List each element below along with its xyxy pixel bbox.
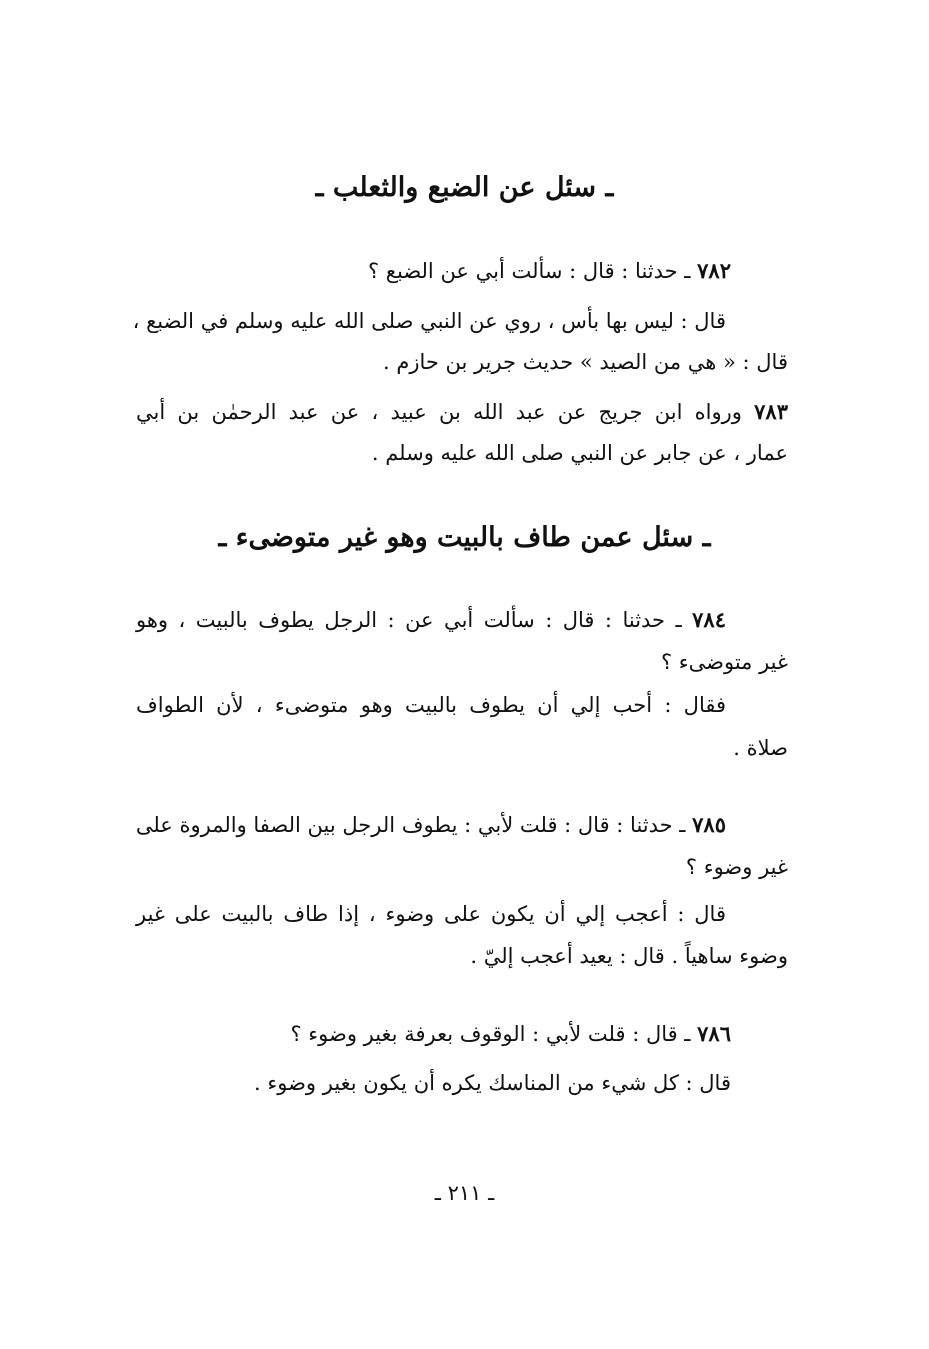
section-heading-hyena: ـ سئل عن الضبع والثعلب ـ — [315, 172, 614, 203]
hadith-784-text: ـ حدثنا : قال : سألت أبي عن : الرجل يطوف بالبيت ، وهو — [136, 608, 682, 632]
paragraph-785-line-1 — [136, 808, 726, 842]
page-number: ـ ٢١١ ـ — [434, 1181, 495, 1205]
hadith-number-783: ٧٨٣ — [754, 399, 788, 424]
hadith-783-text: ورواه ابن جريج عن عبد الله بن عبيد ، عن عبد الرحمٰن بن أبي — [136, 400, 742, 424]
paragraph-786-line-1 — [290, 1017, 731, 1051]
hadith-786-text: ـ قال : قلت لأبي : الوقوف بعرفة بغير وضوء ؟ — [290, 1022, 691, 1046]
hadith-785-text: ـ حدثنا : قال : قلت لأبي : يطوف الرجل بين الصفا والمروة على — [135, 813, 686, 837]
paragraph-782-line-1 — [368, 254, 731, 288]
answer-784-line-1: فقال : أحب إلي أن يطوف بالبيت وهو متوضىء ، لأن الطواف — [136, 693, 726, 717]
hadith-782-text: ـ حدثنا : قال : سألت أبي عن الضبع ؟ — [367, 259, 691, 283]
answer-782-line-1: قال : ليس بها بأس ، روي عن النبي صلى الله عليه وسلم في الضبع ، — [132, 309, 726, 333]
answer-785-line-1: قال : أعجب إلي أن يكون على وضوء ، إذا طاف بالبيت على غير — [136, 902, 726, 926]
answer-786-line-1: قال : كل شيء من المناسك يكره أن يكون بغير وضوء . — [254, 1071, 731, 1095]
paragraph-784-line-1 — [136, 603, 726, 637]
answer-785-line-2: وضوء ساهياً . قال : يعيد أعجب إليّ . — [470, 944, 788, 968]
paragraph-785-line-2: غير وضوء ؟ — [685, 855, 788, 879]
section-heading-tawaf: ـ سئل عمن طاف بالبيت وهو غير متوضىء ـ — [218, 522, 711, 553]
paragraph-783-line-2: عمار ، عن جابر عن النبي صلى الله عليه وسلم . — [371, 441, 788, 465]
hadith-number-784: ٧٨٤ — [692, 607, 726, 632]
hadith-number-786: ٧٨٦ — [697, 1021, 731, 1046]
paragraph-784-line-2: غير متوضىء ؟ — [660, 650, 788, 674]
answer-784-line-2: صلاة . — [733, 736, 788, 760]
hadith-number-782: ٧٨٢ — [697, 258, 731, 283]
hadith-number-785: ٧٨٥ — [692, 812, 726, 837]
paragraph-783-line-1 — [136, 395, 788, 429]
answer-782-line-2: قال : « هي من الصيد » حديث جرير بن حازم . — [382, 350, 788, 374]
